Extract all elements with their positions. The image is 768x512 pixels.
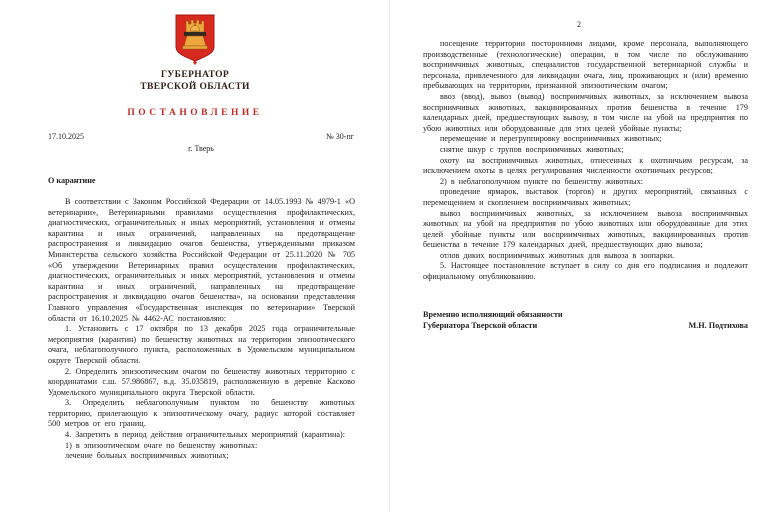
body-paragraph: проведение ярмарок, выставок (торгов) и других мероприятий, связанных с перемещением и скоплением восприимчивых животных; bbox=[423, 187, 748, 207]
document-city: г. Тверь bbox=[188, 144, 214, 153]
body-paragraph: 3. Определить неблагополучным пунктом по бешенству животных территорию, прилегающую к эпизоотическому очагу, радиус которой составляет 500 метров от его границ. bbox=[48, 398, 355, 429]
page1-body bbox=[48, 197, 355, 462]
body-paragraph: перемещение и перегруппировку восприимчивых животных; bbox=[440, 134, 662, 144]
body-paragraph: 1. Установить с 17 октября по 13 декабря 2025 года ограничительные мероприятия (карантин) по бешенству животных на территории эпизоотического очага, неблагополучного пункта, расположенных в Удомельском муниципальном округе Тверской области. bbox=[48, 324, 355, 365]
body-paragraph: вывоз восприимчивых животных, за исключением вывоза восприимчивых животных на убой на предприятия по убою животных или оборудованные для этих целей убойные пункты или восприимчивых животных, вакцинированных против бешенства в течение 179 календарных дней, предшествующих дню вывоза; bbox=[423, 208, 748, 250]
body-paragraph: посещение территории посторонними лицами, кроме персонала, выполняющего производственные (технологические) операции, в том числе по обслуживанию восприимчивых животных, специалистов государственной ветеринарной службы и персонала, привлеченного для ликвидации очага, лиц, проживающих и (или) временно пребывающих на территории, признанной эпизоотическим очагом; bbox=[423, 39, 748, 91]
document-page-2 bbox=[390, 0, 768, 512]
body-paragraph: 2) в неблагополучном пункте по бешенству животных: bbox=[440, 176, 644, 186]
body-paragraph: 5. Настоящее постановление вступает в силу со дня его подписания и подлежит официальному опубликованию. bbox=[423, 261, 748, 282]
document-subject: О карантине bbox=[48, 176, 96, 185]
signature-block bbox=[423, 309, 748, 331]
signature-name: М.Н. Подтихова bbox=[688, 320, 748, 330]
body-paragraph: ввоз (ввод), вывоз (вывод) восприимчивых животных, за исключением вывоза восприимчивых животных, вакцинированных против бешенства в течение 179 календарных дней, предшествующих вывозу, в том числе на убой на предприятия по убою животных или оборудованные для этих целей убойные пункты; bbox=[423, 91, 748, 133]
body-paragraph: В соответствии с Законом Российской Федерации от 14.05.1993 № 4979-1 «О ветеринарии», Ветеринарными правилами осуществления профилактических, диагностических, ограничительных и иных мероприятий, установления и отмены карантина и иных ограничений, направленных на предотвращение распространения и ликвидацию очагов бешенства, утвержденными приказом Министерства сельского хозяйства Российской Федерации от 25.11.2020 № 705 «Об утверждении Ветеринарных правил осуществления профилактических, диагностических, ограничительных и иных мероприятий, установления и отмены карантина и иных ограничений, направленных на предотвращение распространения и ликвидацию очагов бешенства», на основании представления Главного управления «Государственная инспекция по ветеринарии» Тверской области от 16.10.2025 № 4462-АС постановляю: bbox=[48, 197, 355, 323]
tver-coat-of-arms-icon bbox=[173, 13, 217, 65]
signature-position-line1: Временно исполняющий обязанности bbox=[423, 309, 563, 319]
issuer-name-line2: ТВЕРСКОЙ ОБЛАСТИ bbox=[140, 81, 250, 92]
page-number: 2 bbox=[577, 20, 581, 29]
signature-position-line2: Губернатора Тверской области bbox=[423, 320, 538, 330]
body-paragraph: охоту на восприимчивых животных, отнесенных к охотничьим ресурсам, за исключением охоты в целях регулирования численности охотничьих ресурсов; bbox=[423, 155, 748, 176]
signature-position bbox=[423, 309, 563, 331]
date-number-row bbox=[48, 132, 354, 141]
document-number: № 30-пг bbox=[326, 132, 354, 141]
issuer-name bbox=[0, 70, 390, 93]
body-paragraph: отлов диких восприимчивых животных для вывоза в зоопарки. bbox=[440, 250, 675, 260]
body-paragraph: лечение больных восприимчивых животных; bbox=[65, 451, 229, 461]
body-paragraph: снятие шкур с трупов восприимчивых животных; bbox=[440, 144, 624, 154]
body-paragraph: 2. Определить эпизоотическим очагом по бешенству животных территорию с координатами с.ш. 57.986867, в.д. 35.035819, расположенную в деревне Касково Удомельского муниципального округа Тверской области. bbox=[48, 366, 355, 397]
body-paragraph: 1) в эпизоотическом очаге по бешенству животных: bbox=[65, 440, 258, 450]
document-type-title: ПОСТАНОВЛЕНИЕ bbox=[127, 108, 263, 118]
issuer-name-line1: ГУБЕРНАТОР bbox=[160, 70, 230, 80]
body-paragraph: 4. Запретить в период действия ограничительных мероприятий (карантина): bbox=[65, 430, 345, 440]
page2-body bbox=[423, 39, 748, 283]
document-date: 17.10.2025 bbox=[48, 132, 84, 141]
